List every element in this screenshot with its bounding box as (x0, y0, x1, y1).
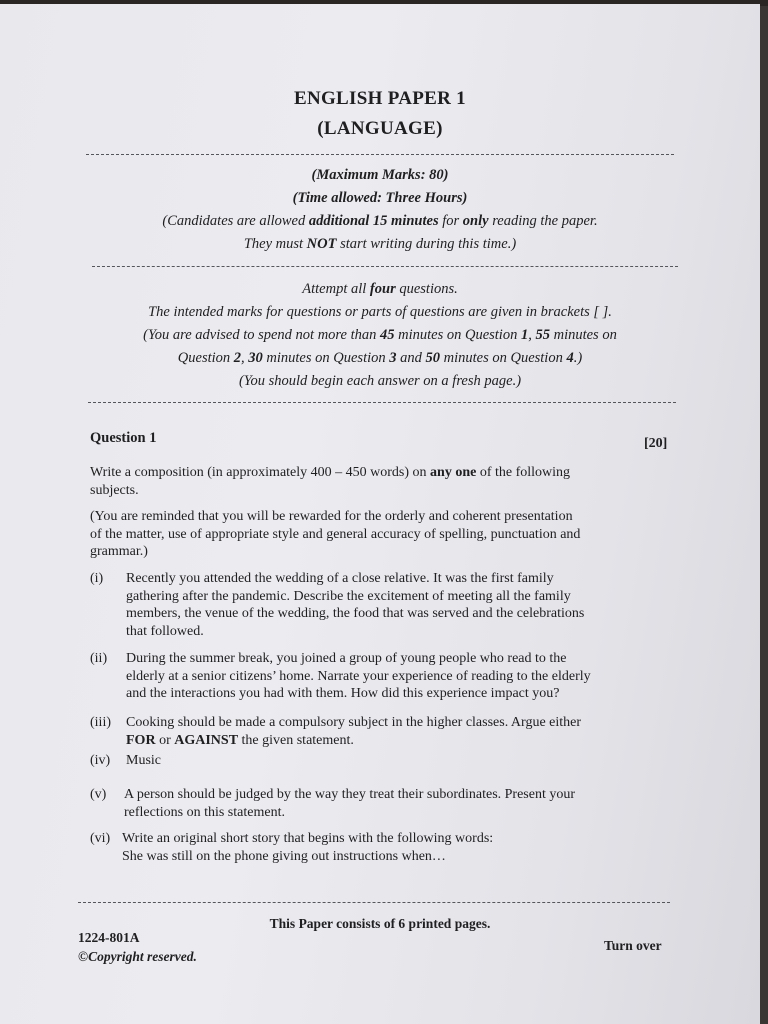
reading-time-text (80, 210, 680, 233)
time-advice-line-1 (60, 324, 700, 347)
turn-over-text: Turn over (604, 938, 662, 953)
paper-title: ENGLISH PAPER 1 (293, 88, 466, 109)
text-fragment: of the following (476, 465, 571, 480)
text-fragment: or (155, 732, 175, 748)
text-bold: four (369, 281, 396, 297)
text-fragment: minutes on Question (440, 350, 567, 366)
text-bold: 2 (233, 350, 242, 366)
note-line: grammar.) (90, 544, 148, 559)
option-line: During the summer break, you joined a group of young people who read to the (126, 651, 567, 666)
text-bold: 3 (389, 350, 397, 366)
text-bold: FOR (126, 732, 156, 748)
text-bold: only (462, 213, 489, 229)
text-fragment: They must (243, 236, 307, 252)
note-line: of the matter, use of appropriate style and general accuracy of spelling, punctuation and (90, 526, 581, 542)
paper-subtitle: (LANGUAGE) (317, 118, 443, 139)
text-bold: 50 (425, 350, 440, 366)
option-line: and the interactions you had with them. How did this experience impact you? (126, 686, 560, 701)
text-fragment: , (241, 350, 249, 366)
option-v-text (124, 786, 658, 821)
text-fragment: Attempt all (302, 281, 370, 297)
option-line: Recently you attended the wedding of a close relative. It was the first family (126, 571, 554, 586)
text-fragment: .) (573, 350, 583, 366)
option-line: Write an original short story that begins with the following words: (122, 831, 494, 846)
option-line: Cooking should be made a compulsory subject in the higher classes. Argue either (126, 715, 582, 730)
time-advice-line-2 (60, 347, 700, 370)
option-line: reflections on this statement. (124, 804, 285, 820)
paper-code: 1224-801A (78, 930, 140, 945)
text-fragment: , (528, 327, 536, 343)
option-iv-text (126, 752, 656, 770)
text-bold: 30 (248, 350, 263, 366)
option-ii-text (126, 650, 656, 703)
divider-line (86, 154, 674, 155)
max-marks-text: (Maximum Marks: 80) (311, 167, 449, 183)
divider-line (78, 902, 670, 903)
text-bold: 55 (535, 327, 550, 343)
text-bold: AGAINST (174, 732, 239, 748)
text-fragment: and (396, 350, 426, 366)
text-bold: 45 (380, 327, 395, 343)
option-line: She was still on the phone giving out instructions when… (122, 848, 446, 864)
option-line: members, the venue of the wedding, the food that was served and the celebrations (126, 606, 585, 621)
text-fragment: questions. (395, 281, 458, 297)
text-fragment: start writing during this time.) (336, 236, 517, 252)
option-line: elderly at a senior citizens’ home. Narrate your experience of reading to the elderly (126, 668, 591, 684)
intro-line-2: subjects. (90, 482, 139, 498)
text-bold: 1 (520, 327, 529, 343)
text-fragment: for (438, 213, 463, 229)
option-number: (iv) (90, 753, 111, 768)
text-fragment: Question (177, 350, 234, 366)
question-1-intro (90, 464, 650, 499)
exam-paper-page (0, 4, 760, 1024)
copyright-text: ©Copyright reserved. (78, 949, 197, 964)
text-bold: NOT (306, 236, 337, 252)
question-1-marks: [20] (644, 436, 668, 451)
text-fragment: (Candidates are allowed (162, 213, 309, 229)
option-vi-text (122, 830, 656, 865)
text-fragment: (You are advised to spend not more than (143, 327, 380, 343)
text-bold: any one (430, 465, 477, 480)
option-line (126, 732, 656, 750)
no-writing-text (80, 233, 680, 256)
text-fragment: minutes on Question (394, 327, 521, 343)
option-i-text (126, 570, 656, 640)
attempt-text (60, 278, 700, 301)
fresh-page-text: (You should begin each answer on a fresh page.) (238, 373, 522, 389)
option-iii-text (126, 714, 656, 749)
text-bold: additional 15 minutes (308, 213, 439, 229)
option-number: (v) (90, 787, 107, 802)
text-fragment: the given statement. (238, 732, 354, 748)
text-bold: 4 (566, 350, 574, 366)
text-fragment: reading the paper. (488, 213, 598, 229)
option-line: gathering after the pandemic. Describe the excitement of meeting all the family (126, 588, 571, 604)
option-number: (i) (90, 571, 104, 586)
text-fragment: minutes on (549, 327, 617, 343)
note-line: (You are reminded that you will be rewarded for the orderly and coherent presentation (90, 509, 573, 524)
marks-note-text: The intended marks for questions or parts of questions are given in brackets [ ]. (148, 304, 612, 320)
option-number: (iii) (90, 715, 111, 730)
divider-line (92, 266, 678, 267)
question-1-label: Question 1 (90, 430, 157, 446)
option-number: (vi) (90, 831, 111, 846)
option-line: Music (126, 753, 161, 768)
pages-note: This Paper consists of 6 printed pages. (269, 916, 491, 931)
time-allowed-text: (Time allowed: Three Hours) (292, 190, 468, 206)
option-line: that followed. (126, 623, 204, 639)
divider-line (88, 402, 676, 403)
text-fragment: Write a composition (in approximately 400 – 450 words) on (90, 465, 431, 480)
instructions-block-1 (80, 164, 680, 256)
instructions-block-2 (60, 278, 700, 393)
option-number: (ii) (90, 651, 108, 666)
option-line: A person should be judged by the way they treat their subordinates. Present your (124, 787, 576, 802)
question-1-note (90, 508, 660, 561)
text-fragment: minutes on Question (262, 350, 390, 366)
intro-line-1 (90, 464, 650, 482)
